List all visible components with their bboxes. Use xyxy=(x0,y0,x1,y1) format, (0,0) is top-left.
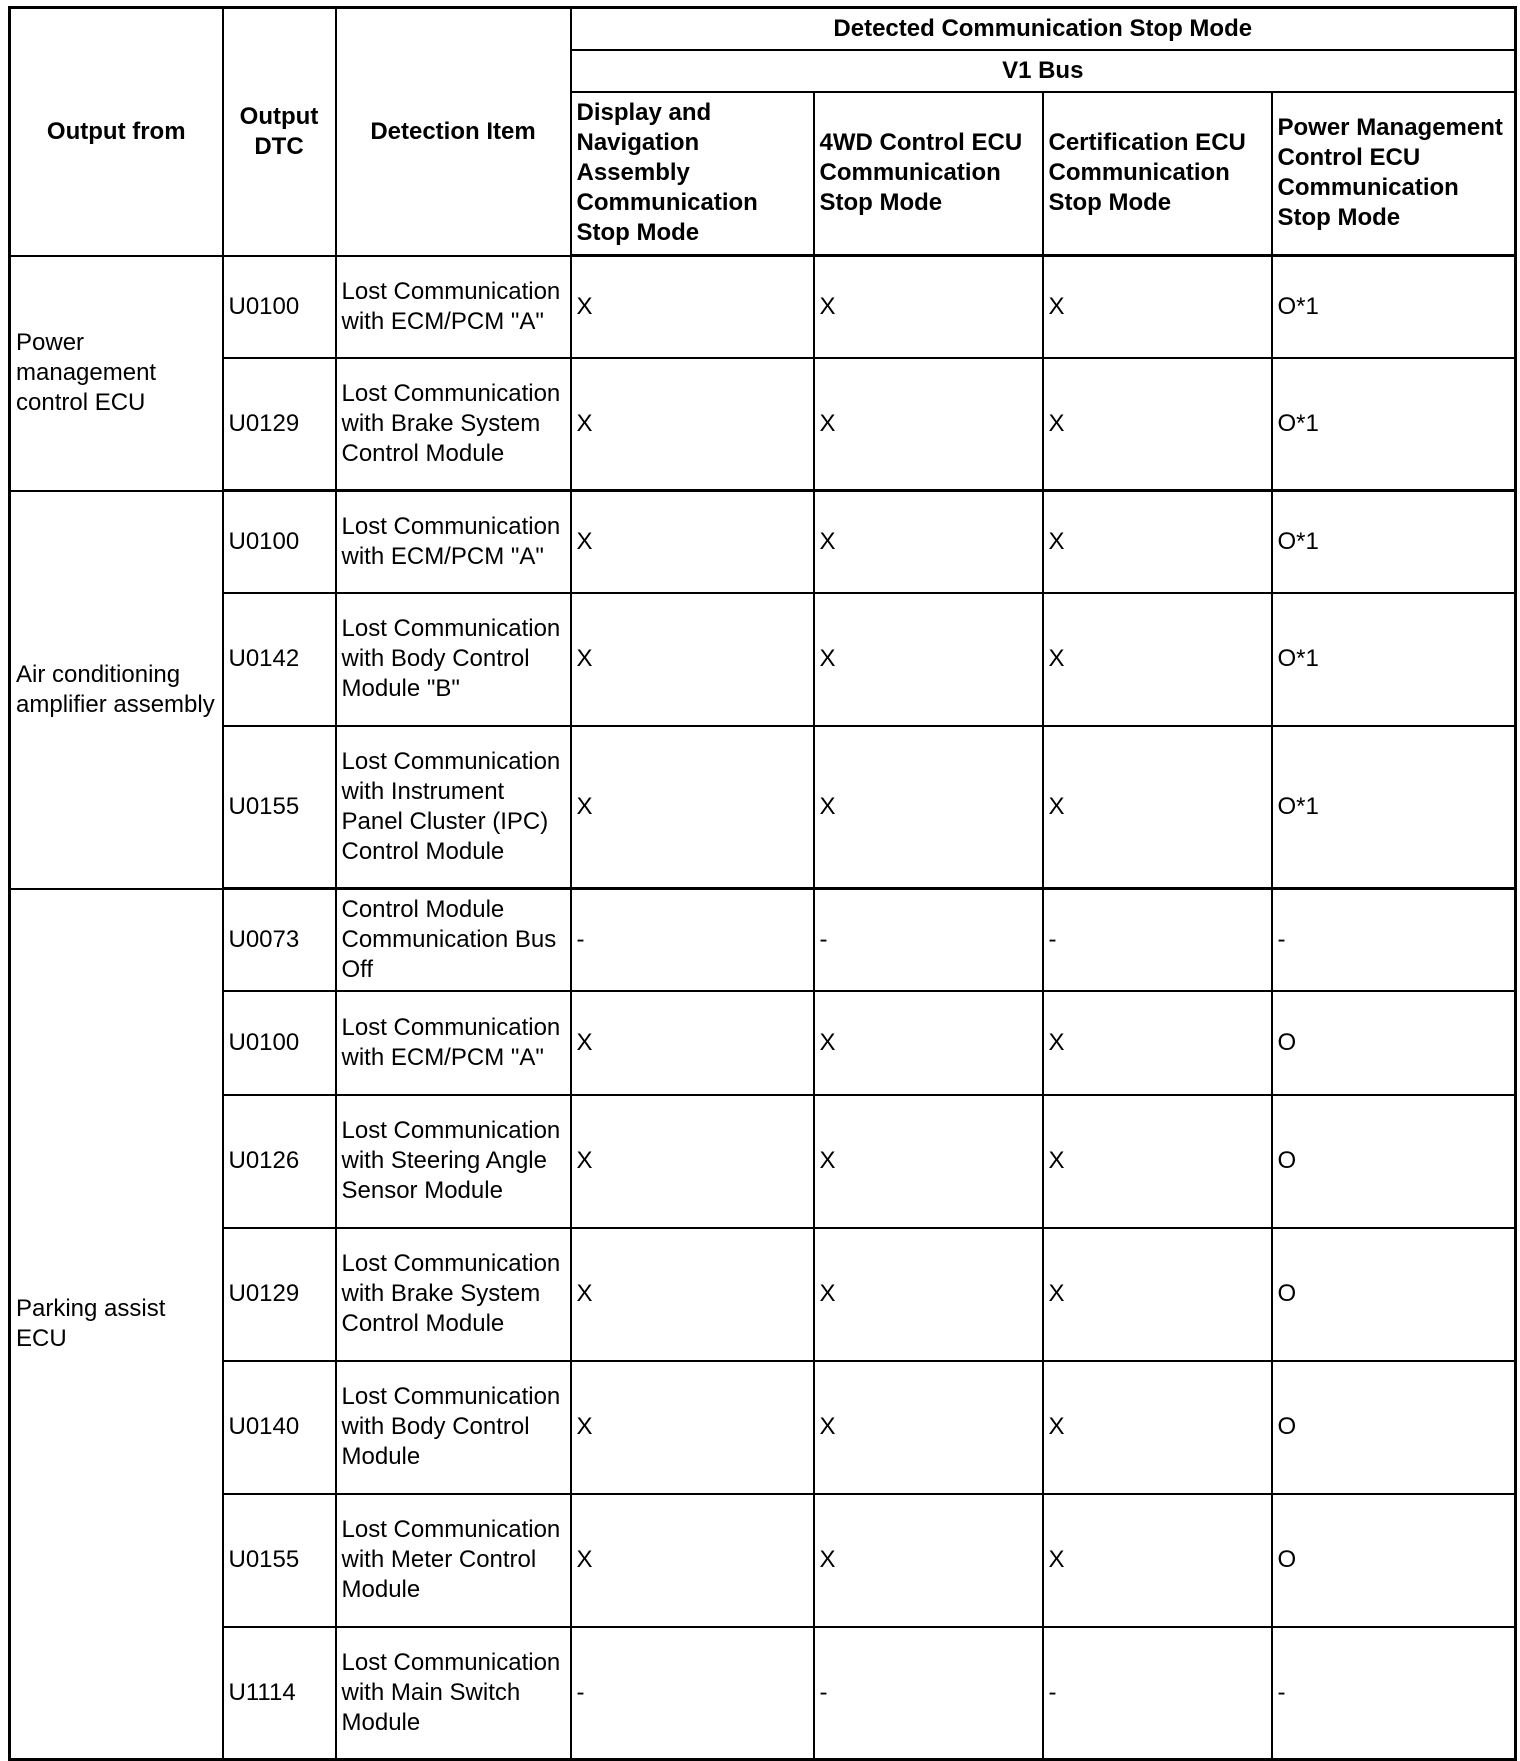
power-management-cell: O xyxy=(1272,1228,1516,1361)
detection-item-cell: Lost Communication with Instrument Panel Cluster (IPC) Control Module xyxy=(336,726,571,889)
output-from-cell: Air conditioning amplifier assembly xyxy=(10,491,223,889)
detection-item-cell: Control Module Communication Bus Off xyxy=(336,889,571,991)
display-navigation-cell: - xyxy=(571,889,814,991)
display-navigation-cell: X xyxy=(571,358,814,491)
power-management-cell: O*1 xyxy=(1272,593,1516,726)
dtc-cell: U0073 xyxy=(223,889,336,991)
dtc-cell: U0100 xyxy=(223,991,336,1095)
dtc-cell: U0140 xyxy=(223,1361,336,1494)
table-row xyxy=(10,726,1516,889)
display-navigation-cell: X xyxy=(571,991,814,1095)
table-row xyxy=(10,1361,1516,1494)
display-navigation-cell: X xyxy=(571,1228,814,1361)
4wd-control-cell: X xyxy=(814,593,1043,726)
4wd-control-cell: X xyxy=(814,1361,1043,1494)
display-navigation-cell: X xyxy=(571,1095,814,1228)
detection-item-cell: Lost Communication with Brake System Control Module xyxy=(336,1228,571,1361)
certification-cell: - xyxy=(1043,889,1272,991)
table-row xyxy=(10,593,1516,726)
certification-cell: X xyxy=(1043,726,1272,889)
header-bus: V1 Bus xyxy=(571,50,1516,92)
dtc-cell: U0100 xyxy=(223,256,336,358)
certification-cell: X xyxy=(1043,1228,1272,1361)
certification-cell: X xyxy=(1043,1361,1272,1494)
4wd-control-cell: X xyxy=(814,726,1043,889)
header-output-dtc: Output DTC xyxy=(223,8,336,256)
power-management-cell: O*1 xyxy=(1272,358,1516,491)
table-row xyxy=(10,358,1516,491)
display-navigation-cell: X xyxy=(571,593,814,726)
4wd-control-cell: X xyxy=(814,256,1043,358)
detection-item-cell: Lost Communication with ECM/PCM "A" xyxy=(336,991,571,1095)
display-navigation-cell: X xyxy=(571,491,814,593)
header-detection-item: Detection Item xyxy=(336,8,571,256)
4wd-control-cell: X xyxy=(814,491,1043,593)
detection-item-cell: Lost Communication with Body Control Module "B" xyxy=(336,593,571,726)
dtc-cell: U0155 xyxy=(223,726,336,889)
table-row xyxy=(10,256,1516,358)
table-row xyxy=(10,1228,1516,1361)
table-row xyxy=(10,991,1516,1095)
power-management-cell: O*1 xyxy=(1272,256,1516,358)
header-power-management: Power Management Control ECU Communication Stop Mode xyxy=(1272,92,1516,256)
detection-item-cell: Lost Communication with Steering Angle Sensor Module xyxy=(336,1095,571,1228)
table-row xyxy=(10,889,1516,991)
power-management-cell: - xyxy=(1272,889,1516,991)
table-body xyxy=(10,256,1516,1760)
certification-cell: X xyxy=(1043,256,1272,358)
display-navigation-cell: X xyxy=(571,1361,814,1494)
certification-cell: X xyxy=(1043,491,1272,593)
certification-cell: X xyxy=(1043,358,1272,491)
table-row xyxy=(10,1095,1516,1228)
dtc-cell: U0129 xyxy=(223,1228,336,1361)
output-from-cell: Parking assist ECU xyxy=(10,889,223,1760)
dtc-cell: U0100 xyxy=(223,491,336,593)
certification-cell: X xyxy=(1043,991,1272,1095)
detection-item-cell: Lost Communication with Meter Control Module xyxy=(336,1494,571,1627)
certification-cell: X xyxy=(1043,1494,1272,1627)
detection-item-cell: Lost Communication with Main Switch Module xyxy=(336,1627,571,1760)
certification-cell: - xyxy=(1043,1627,1272,1760)
certification-cell: X xyxy=(1043,1095,1272,1228)
dtc-cell: U1114 xyxy=(223,1627,336,1760)
power-management-cell: O xyxy=(1272,1361,1516,1494)
detection-item-cell: Lost Communication with Brake System Control Module xyxy=(336,358,571,491)
4wd-control-cell: - xyxy=(814,889,1043,991)
detection-item-cell: Lost Communication with ECM/PCM "A" xyxy=(336,256,571,358)
table-row xyxy=(10,1494,1516,1627)
display-navigation-cell: X xyxy=(571,1494,814,1627)
table-row xyxy=(10,1627,1516,1760)
power-management-cell: O xyxy=(1272,1494,1516,1627)
4wd-control-cell: X xyxy=(814,358,1043,491)
display-navigation-cell: X xyxy=(571,726,814,889)
4wd-control-cell: X xyxy=(814,1228,1043,1361)
power-management-cell: - xyxy=(1272,1627,1516,1760)
header-display-navigation: Display and Navigation Assembly Communication Stop Mode xyxy=(571,92,814,256)
4wd-control-cell: X xyxy=(814,991,1043,1095)
detection-item-cell: Lost Communication with ECM/PCM "A" xyxy=(336,491,571,593)
power-management-cell: O xyxy=(1272,1095,1516,1228)
table-row xyxy=(10,491,1516,593)
dtc-cell: U0142 xyxy=(223,593,336,726)
4wd-control-cell: - xyxy=(814,1627,1043,1760)
power-management-cell: O*1 xyxy=(1272,491,1516,593)
dtc-communication-stop-mode-table xyxy=(8,6,1517,1761)
display-navigation-cell: X xyxy=(571,256,814,358)
dtc-cell: U0126 xyxy=(223,1095,336,1228)
output-from-cell: Power management control ECU xyxy=(10,256,223,491)
power-management-cell: O xyxy=(1272,991,1516,1095)
display-navigation-cell: - xyxy=(571,1627,814,1760)
detection-item-cell: Lost Communication with Body Control Module xyxy=(336,1361,571,1494)
4wd-control-cell: X xyxy=(814,1095,1043,1228)
header-output-from: Output from xyxy=(10,8,223,256)
certification-cell: X xyxy=(1043,593,1272,726)
4wd-control-cell: X xyxy=(814,1494,1043,1627)
header-4wd-control: 4WD Control ECU Communication Stop Mode xyxy=(814,92,1043,256)
power-management-cell: O*1 xyxy=(1272,726,1516,889)
dtc-cell: U0129 xyxy=(223,358,336,491)
header-detected-mode: Detected Communication Stop Mode xyxy=(571,8,1516,50)
header-certification: Certification ECU Communication Stop Mode xyxy=(1043,92,1272,256)
dtc-cell: U0155 xyxy=(223,1494,336,1627)
